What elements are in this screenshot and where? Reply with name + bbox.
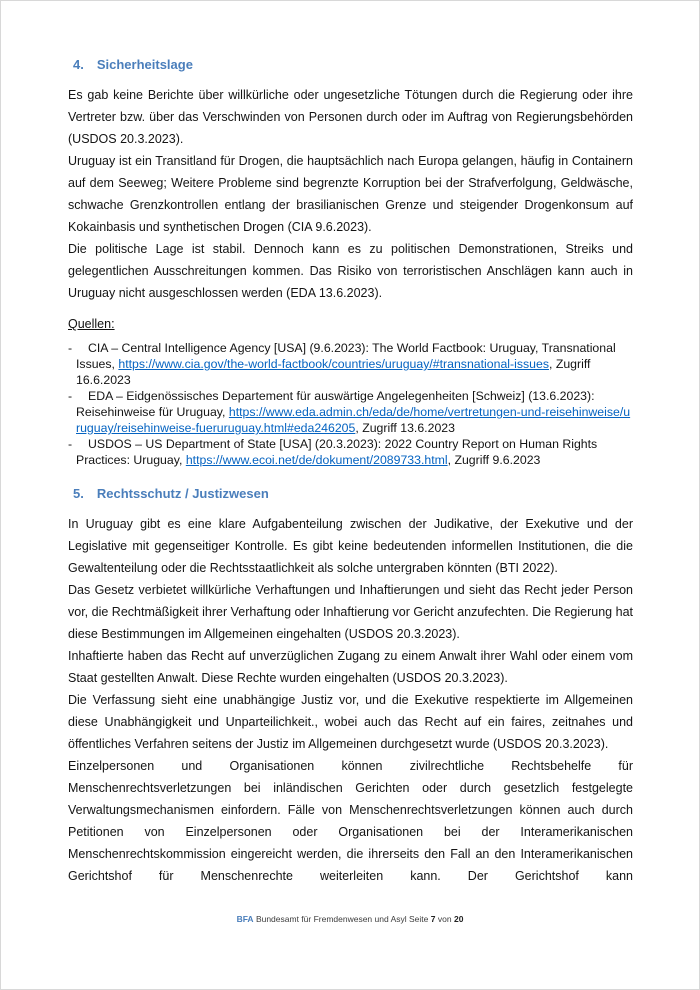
list-dash-marker: - (68, 389, 73, 403)
footer-org-abbr: BFA (236, 914, 254, 924)
source-access-date: , Zugriff 13.6.2023 (355, 421, 455, 435)
section-4-title: Sicherheitslage (96, 57, 193, 72)
section-5-title: Rechtsschutz / Justizwesen (96, 486, 269, 501)
source-link-cia[interactable]: https://www.cia.gov/the-world-factbook/countries/uruguay/#transnational-issues (118, 357, 549, 371)
source-link-eda[interactable]: https://www.eda.admin.ch/eda/de/home/vertretungen-und-reisehinweise/uruguay/reisehinweise-fueruruguay.html#eda246205 (76, 405, 631, 435)
page-footer (1, 914, 699, 925)
source-item-eda (68, 388, 633, 436)
source-text: EDA – Eidgenössisches Departement für auswärtige Angelegenheiten [Schweiz] (13.6.2023): Reisehinweise für Uruguay, (76, 389, 595, 419)
section-5-paragraph-2: Das Gesetz verbietet willkürliche Verhaftungen und Inhaftierungen und sieht das Recht jeder Person vor, die Rechtmäßigkeit ihrer Verhaftung oder Inhaftierung vor Gericht anzufechten. Die Regierung hat diese Bestimmungen im Allgemeinen eingehalten (USDOS 20.3.2023). (68, 583, 633, 641)
section-4-number: 4. (73, 57, 84, 72)
source-text: CIA – Central Intelligence Agency [USA] (9.6.2023): The World Factbook: Uruguay, Transnational Issues, (76, 341, 616, 371)
footer-total-pages: 20 (453, 914, 464, 924)
source-item-cia (68, 340, 633, 388)
source-access-date: , Zugriff 16.6.2023 (76, 357, 591, 387)
section-4-paragraph-3: Die politische Lage ist stabil. Dennoch kann es zu politischen Demonstrationen, Streiks und gelegentlichen Ausschreitungen kommen. Das Risiko von terroristischen Anschlägen kann auch in Uruguay nicht ausgeschlossen werden (EDA 13.6.2023). (68, 242, 633, 300)
list-dash-marker: - (68, 437, 73, 451)
sources-list (68, 340, 633, 468)
footer-org-text: Bundesamt für Fremdenwesen und Asyl Seite (255, 914, 429, 924)
section-4-heading (68, 55, 633, 75)
section-5-heading (68, 484, 633, 504)
source-link-usdos[interactable]: https://www.ecoi.net/de/dokument/2089733.html (185, 453, 448, 467)
section-4-paragraph-1: Es gab keine Berichte über willkürliche oder ungesetzliche Tötungen durch die Regierung oder ihre Vertreter bzw. über das Verschwinden von Personen durch oder im Auftrag von Regierungsbehörden (USDOS 20.3.2023). (68, 88, 633, 146)
footer-separator: von (437, 914, 452, 924)
list-dash-marker: - (68, 341, 73, 355)
footer-page-number: 7 (430, 914, 436, 924)
section-5-paragraph-3: Inhaftierte haben das Recht auf unverzüglichen Zugang zu einem Anwalt ihrer Wahl oder einem vom Staat gestellten Anwalt. Diese Rechte wurden eingehalten (USDOS 20.3.2023). (68, 649, 633, 685)
section-5-paragraph-4: Die Verfassung sieht eine unabhängige Justiz vor, und die Exekutive respektierte im Allgemeinen diese Unabhängigkeit und Unparteilichkeit., wobei auch das Recht auf ein faires, zeitnahes und öffentliches Verfahren seitens der Justiz im Allgemeinen durchgesetzt wurde (USDOS 20.3.2023). (68, 693, 633, 751)
section-5-paragraph-5: Einzelpersonen und Organisationen können zivilrechtliche Rechtsbehelfe für Menschenrechtsverletzungen bei inländischen Gerichten oder durch gesetzlich festgelegte Verwaltungsmechanismen einfordern. Fälle von Menschenrechtsverletzungen können auch durch Petitionen von Einzelpersonen oder Organisationen bei der Interamerikanischen Menschenrechtskommission eingereicht werden, die ihrerseits den Fall an den Interamerikanischen Gerichtshof für Menschenrechte weiterleiten kann. Der Gerichtshof kann (68, 759, 633, 883)
section-5-number: 5. (73, 486, 84, 501)
source-item-usdos (68, 436, 633, 468)
source-access-date: , Zugriff 9.6.2023 (447, 453, 541, 467)
source-text: USDOS – US Department of State [USA] (20.3.2023): 2022 Country Report on Human Rights Practices: Uruguay, (76, 437, 598, 467)
sources-label-text: Quellen: (68, 317, 115, 331)
section-4-paragraph-2: Uruguay ist ein Transitland für Drogen, die hauptsächlich nach Europa gelangen, häufig in Containern auf dem Seeweg; Weitere Probleme sind begrenzte Korruption bei der Strafverfolgung, Geldwäsche, schwache Grenzkontrollen entlang der brasilianischen Grenze und steigender Drogenkonsum auf Kokainbasis und synthetischen Drogen (CIA 9.6.2023). (68, 154, 633, 234)
section-5-paragraph-1: In Uruguay gibt es eine klare Aufgabenteilung zwischen der Judikative, der Exekutive und der Legislative mit gegenseitiger Kontrolle. Es gibt keine bedeutenden informellen Institutionen, die die Gewaltenteilung oder die Rechtsstaatlichkeit als solche untergraben könnten (BTI 2022). (68, 517, 633, 575)
sources-label (68, 313, 633, 335)
